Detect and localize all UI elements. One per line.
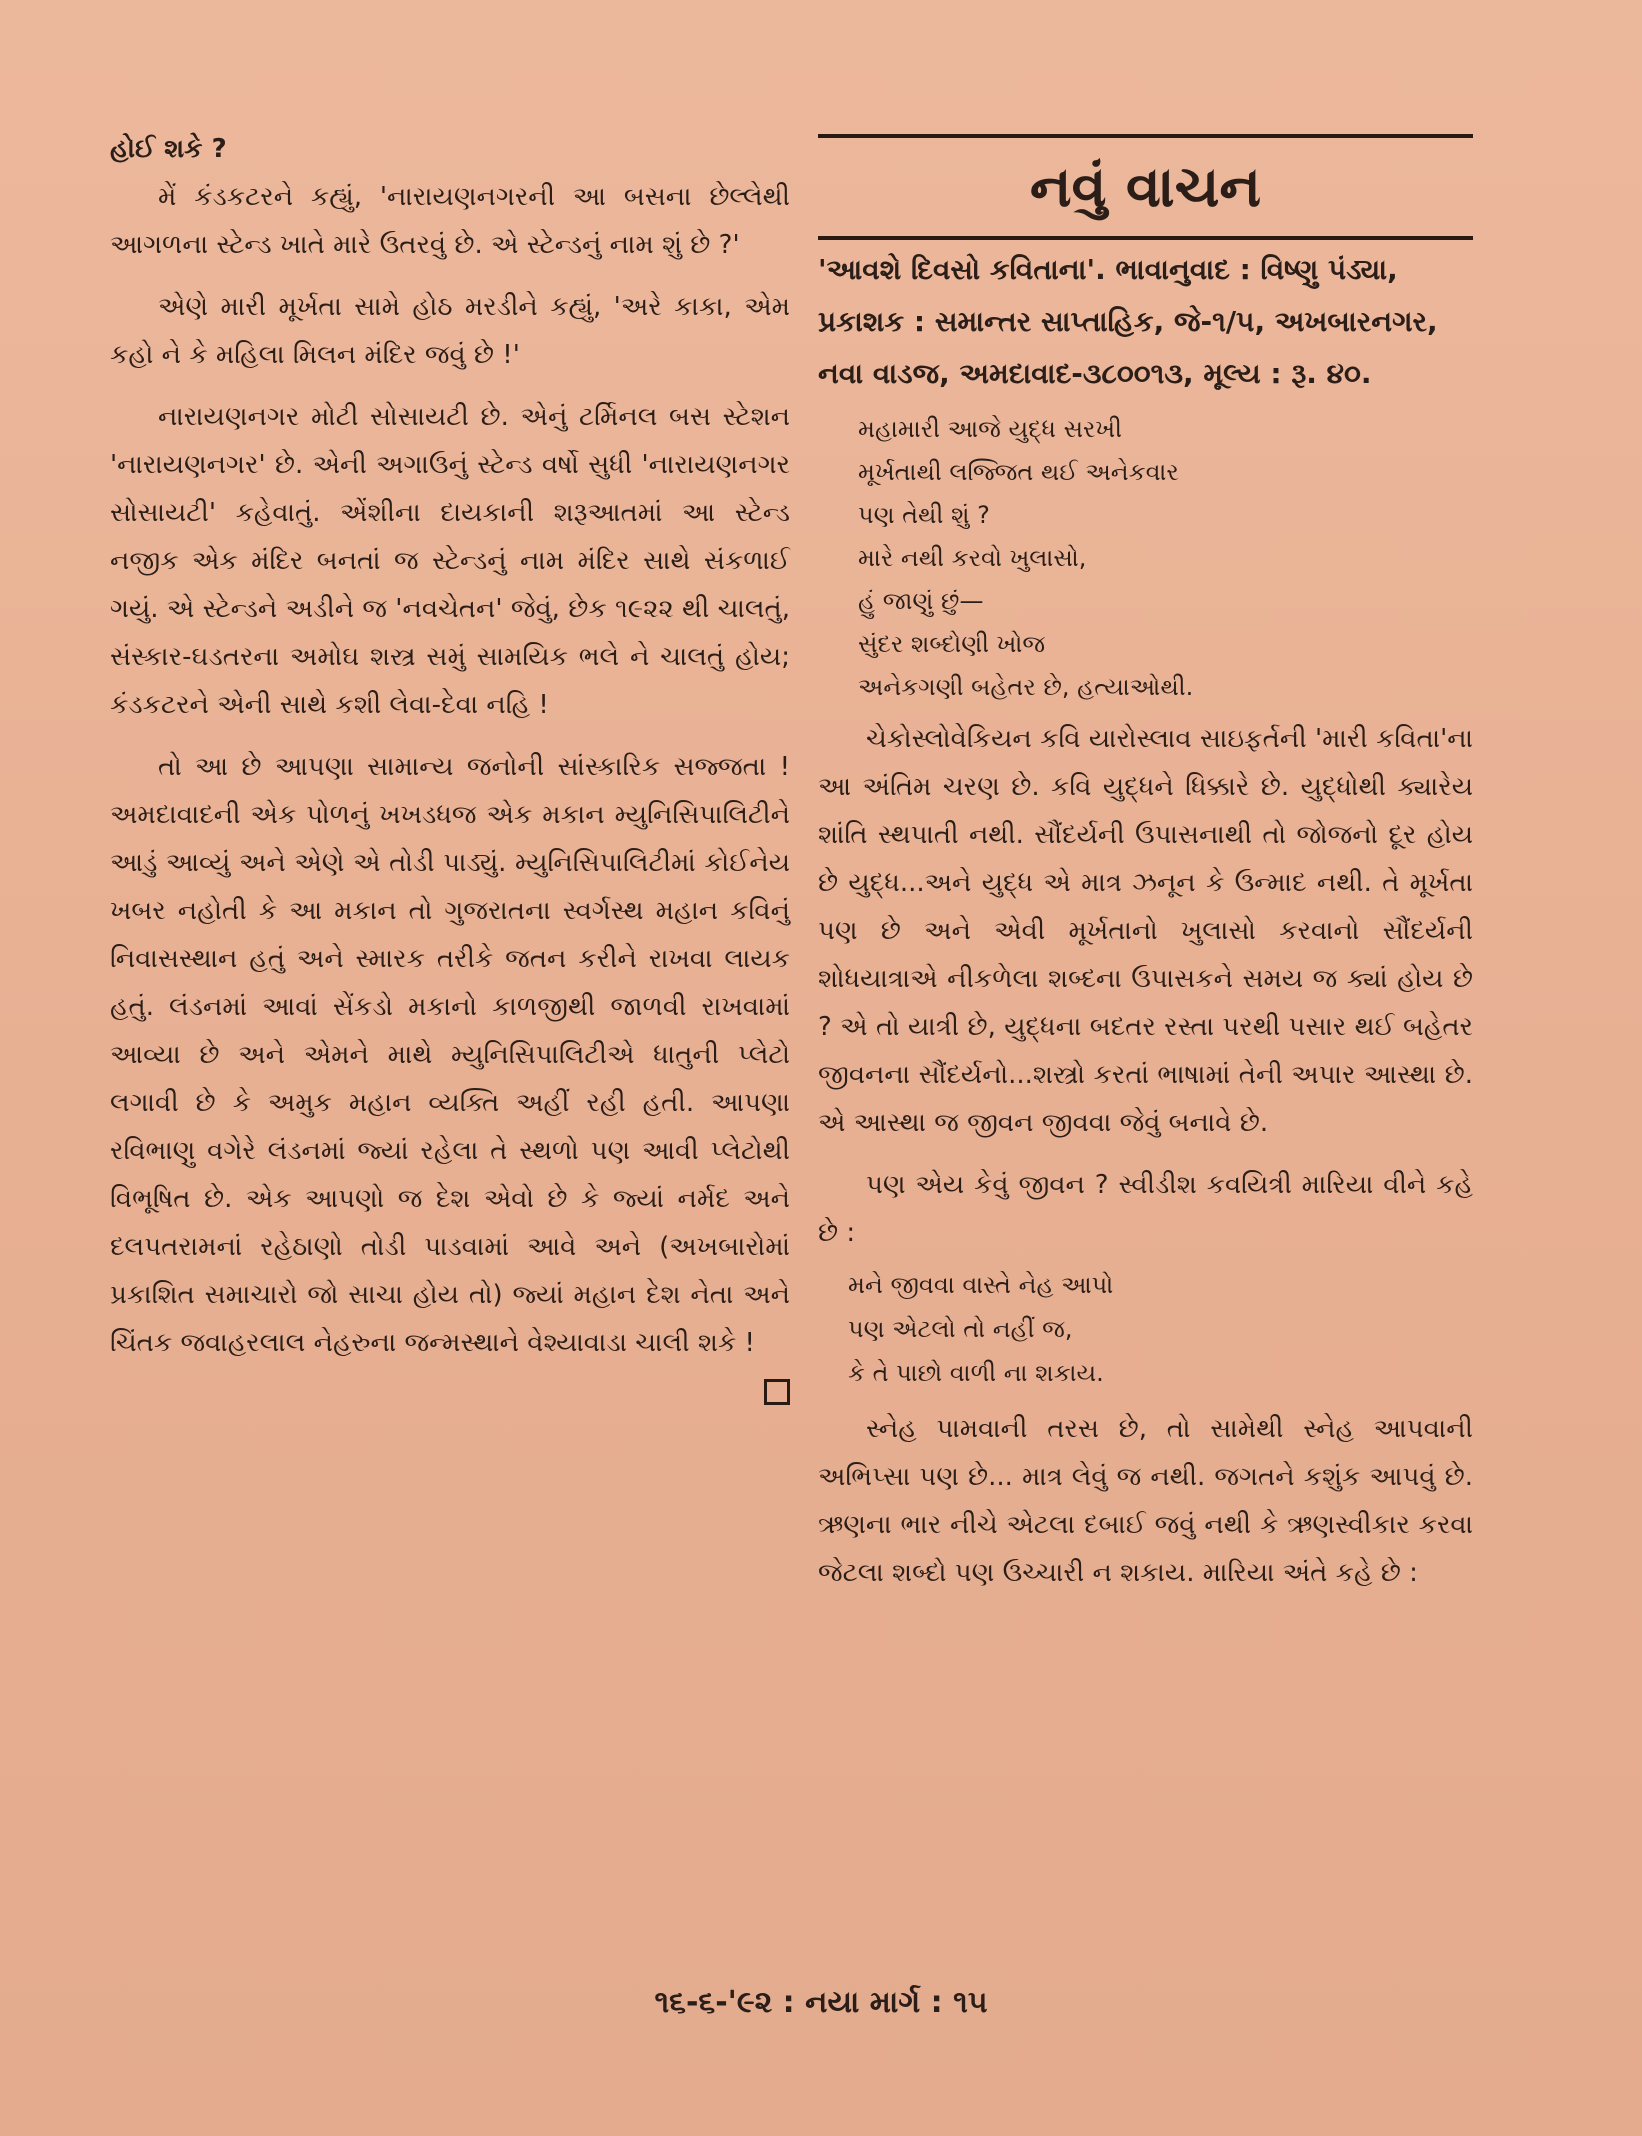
- poem-line: પણ તેથી શું ?: [858, 501, 990, 529]
- poem-line: મૂર્ખતાથી લજ્જિત થઈ અનેકવાર: [858, 458, 1179, 486]
- poem-line: હું જાણું છું—: [858, 587, 984, 615]
- poem-line: સુંદર શબ્દોણી ખોજ: [858, 630, 1046, 658]
- poem-line: મહામારી આજે યુદ્ધ સરખી: [858, 415, 1123, 443]
- section-heading: નવું વાચન: [1029, 155, 1262, 220]
- poem-line: કે તે પાછો વાળી ના શકાય.: [848, 1359, 1104, 1387]
- paragraph: તો આ છે આપણા સામાન્ય જનોની સાંસ્કારિક સજ્જતા ! અમદાવાદની એક પોળનું ખખડધજ એક મકાન મ્યુનિસિપાલિટીને આડું આવ્યું અને એણે એ તોડી પાડ્યું. મ્યુનિસિપાલિટીમાં કોઈનેય ખબર નહોતી કે આ મકાન તો ગુજરાતના સ્વર્ગસ્થ મહાન કવિનું નિવાસસ્થાન હતું અને સ્મારક તરીકે જતન કરીને રાખવા લાયક હતું. લંડનમાં આવાં સેંકડો મકાનો કાળજીથી જાળવી રાખવામાં આવ્યા છે અને એમને માથે મ્યુનિસિપાલિટીએ ધાતુની પ્લેટો લગાવી છે કે અમુક મહાન વ્યક્તિ અહીં રહી હતી. આપણા રવિભાણુ વગેરે લંડનમાં જ્યાં રહેલા તે સ્થળો પણ આવી પ્લેટોથી વિભૂષિત છે. એક આપણો જ દેશ એવો છે કે જ્યાં નર્મદ અને દલપતરામનાં રહેઠાણો તોડી પાડવામાં આવે અને (અખબારોમાં પ્રકાશિત સમાચારો જો સાચા હોય તો) જ્યાં મહાન દેશ નેતા અને ચિંતક જવાહરલાલ નેહરુના જન્મસ્થાને વેશ્યાવાડા ચાલી શકે !: [110, 752, 790, 1358]
- paragraph: સ્નેહ પામવાની તરસ છે, તો સામેથી સ્નેહ આપવાની અભિપ્સા પણ છે... માત્ર લેવું જ નથી. જગતને કશુંક આપવું છે. ઋણના ભાર નીચે એટલા દબાઈ જવું નથી કે ઋણસ્વીકાર કરવા જેટલા શબ્દો પણ ઉચ્ચારી ન શકાય. મારિયા અંતે કહે છે :: [818, 1414, 1473, 1588]
- page-footer: ૧૬-૬-'૯૨ : નયા માર્ગ : ૧૫: [654, 1985, 988, 2020]
- poem-line: મને જીવવા વાસ્તે નેહ આપો: [848, 1271, 1114, 1299]
- paragraph: એણે મારી મૂર્ખતા સામે હોઠ મરડીને કહ્યું, 'અરે કાકા, એમ કહો ને કે મહિલા મિલન મંદિર જવું છે !': [110, 292, 790, 370]
- poem-line: પણ એટલો તો નહીં જ,: [848, 1315, 1073, 1343]
- paragraph: પણ એય કેવું જીવન ? સ્વીડીશ કવયિત્રી મારિયા વીને કહે છે :: [818, 1170, 1473, 1248]
- section-rule: [818, 134, 1473, 138]
- book-details: 'આવશે દિવસો કવિતાના'. ભાવાનુવાદ : વિષ્ણુ પંડ્યા, પ્રકાશક : સમાન્તર સાપ્તાહિક, જે-૧/૫, અખબારનગર, નવા વાડજ, અમદાવાદ-૩૮૦૦૧૩, મૂલ્ય : રૂ. ૪૦.: [818, 253, 1438, 390]
- end-of-article-mark: [764, 1379, 790, 1405]
- poem-quote-2: [848, 1263, 1473, 1395]
- continued-line: હોઈ શકે ?: [110, 134, 227, 164]
- right-column: [818, 130, 1473, 1597]
- left-column: [110, 125, 790, 1405]
- poem-line: અનેકગણી બહેતર છે, હત્યાઓથી.: [858, 673, 1194, 701]
- paragraph: મેં કંડકટરને કહ્યું, 'નારાયણનગરની આ બસના છેલ્લેથી આગળના સ્ટેન્ડ ખાતે મારે ઉતરવું છે. એ સ્ટેન્ડનું નામ શું છે ?': [110, 182, 790, 260]
- paragraph: ચેકોસ્લોવેકિયન કવિ યારોસ્લાવ સાઇફર્તની 'મારી કવિતા'ના આ અંતિમ ચરણ છે. કવિ યુદ્ધને ધિક્કારે છે. યુદ્ધોથી ક્યારેય શાંતિ સ્થપાતી નથી. સૌંદર્યની ઉપાસનાથી તો જોજનો દૂર હોય છે યુદ્ધ...અને યુદ્ધ એ માત્ર ઝનૂન કે ઉન્માદ નથી. તે મૂર્ખતા પણ છે અને એવી મૂર્ખતાનો ખુલાસો કરવાનો સૌંદર્યની શોધયાત્રાએ નીકળેલા શબ્દના ઉપાસકને સમય જ ક્યાં હોય છે ? એ તો યાત્રી છે, યુદ્ધના બદતર રસ્તા પરથી પસાર થઈ બહેતર જીવનના સૌંદર્યનો...શસ્ત્રો કરતાં ભાષામાં તેની અપાર આસ્થા છે. એ આસ્થા જ જીવન જીવવા જેવું બનાવે છે.: [818, 724, 1473, 1138]
- poem-line: મારે નથી કરવો ખુલાસો,: [858, 544, 1087, 572]
- poem-quote-1: [858, 408, 1473, 709]
- section-rule: [818, 236, 1473, 240]
- paragraph: નારાયણનગર મોટી સોસાયટી છે. એનું ટર્મિનલ બસ સ્ટેશન 'નારાયણનગર' છે. એની અગાઉનું સ્ટેન્ડ વર્ષો સુધી 'નારાયણનગર સોસાયટી' કહેવાતું. એંશીના દાયકાની શરૂઆતમાં આ સ્ટેન્ડ નજીક એક મંદિર બનતાં જ સ્ટેન્ડનું નામ મંદિર સાથે સંકળાઈ ગયું. એ સ્ટેન્ડને અડીને જ 'નવચેતન' જેવું, છેક ૧૯૨૨ થી ચાલતું, સંસ્કાર-ઘડતરના અમોઘ શસ્ત્ર સમું સામયિક ભલે ને ચાલતું હોય; કંડકટરને એની સાથે કશી લેવા-દેવા નહિ !: [110, 402, 790, 720]
